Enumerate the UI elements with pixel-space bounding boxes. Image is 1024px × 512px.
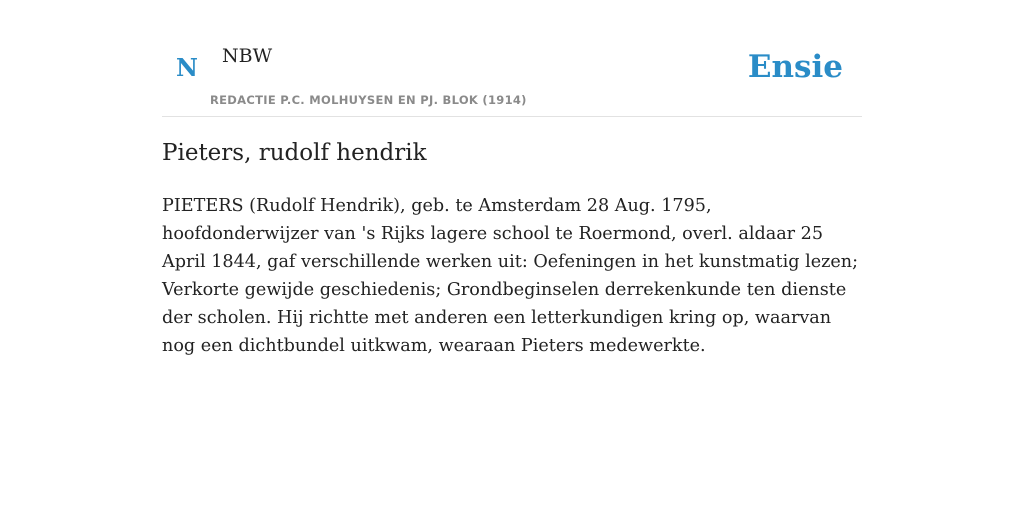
article-title: Pieters, rudolf hendrik bbox=[162, 140, 427, 166]
publication-logo[interactable]: N bbox=[176, 53, 198, 82]
publication-name[interactable]: NBW bbox=[222, 45, 273, 67]
article-body: PIETERS (Rudolf Hendrik), geb. te Amsterdam 28 Aug. 1795, hoofdonderwijzer van 's Rijks lagere school te Roermond, overl. aldaar 25 April 1844, gaf verschillende werken uit: Oefeningen in het kunstmatig lezen; Verkorte gewijde geschiedenis; Grondbeginselen derrekenkunde ten dienste der scholen. Hij richtte met anderen een letterkundigen kring op, waarvan nog een dichtbundel uitkwam, wearaan Pieters medewerkte. bbox=[162, 196, 859, 356]
header bbox=[162, 0, 862, 117]
editors-line: REDACTIE P.C. MOLHUYSEN EN PJ. BLOK (1914) bbox=[210, 93, 527, 107]
brand-logo[interactable]: Ensie bbox=[747, 49, 843, 85]
